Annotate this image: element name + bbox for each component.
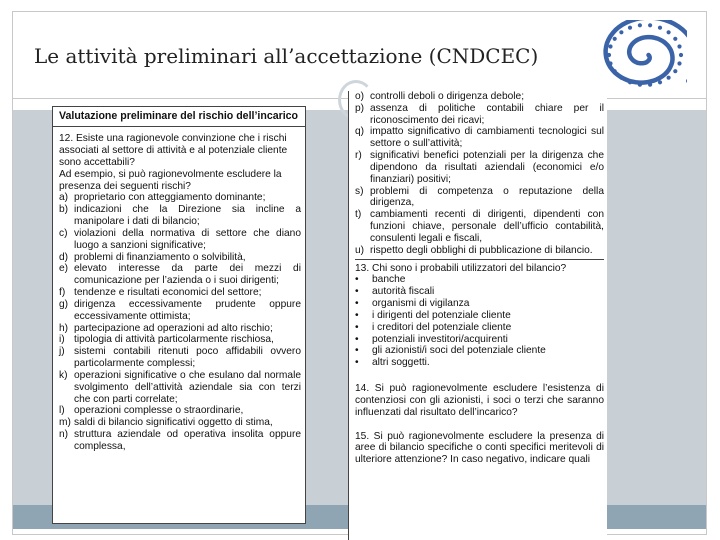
logo-dot [673, 37, 677, 41]
logo-dot [667, 30, 671, 34]
user-label: altri soggetti. [372, 357, 430, 369]
list-item [59, 204, 301, 228]
user-list-item [355, 310, 604, 322]
logo-dot [677, 61, 681, 65]
list-item [59, 252, 301, 264]
list-item [59, 287, 301, 299]
item-key: c) [59, 227, 68, 239]
item-text: rispetto degli obblighi di pubblicazione di bilancio. [370, 244, 593, 256]
user-list-item [355, 334, 604, 346]
logo-dot [638, 23, 642, 27]
item-text: dirigenza eccessivamente prudente oppure eccessivamente ottimista; [74, 298, 301, 322]
item-key: t) [355, 209, 362, 221]
item-key: p) [355, 102, 365, 114]
logo-dot [667, 76, 671, 80]
user-list-item [355, 274, 604, 286]
bullet-icon: • [355, 286, 359, 298]
list-item [355, 186, 604, 210]
question-14: 14. Si può ragionevolmente escludere l’esistenza di contenziosi con gli azionisti, i soci o terzi che saranno influenzati dal risultato dell’incarico? [355, 383, 604, 418]
logo-dot [648, 23, 652, 27]
logo-dot [677, 44, 681, 48]
users-list [355, 274, 604, 369]
item-text: problemi di finanziamento o solvibilità, [74, 251, 246, 263]
list-item [59, 192, 301, 204]
item-text: impatto significativo di cambiamenti tecnologici sul settore o sull’attività; [370, 126, 604, 150]
item-text: significativi benefici potenziali per la dirigenza che dipendono da risultati aziendali (economici e/o finanziari) positivi; [370, 150, 604, 185]
question-13-block [355, 260, 604, 369]
user-list-item [355, 298, 604, 310]
logo-dot [628, 26, 632, 30]
list-item [59, 334, 301, 346]
item-key: i) [59, 334, 65, 346]
item-key: k) [59, 369, 68, 381]
question-12: 12. Esiste una ragionevole convinzione che i rischi associati al settore di attività e al potenziale cliente sono accettabili? [59, 133, 288, 168]
risk-list-left [59, 192, 301, 452]
scanned-page-right [348, 91, 607, 540]
item-text: violazioni della normativa di settore che diano luogo a sanzioni significative; [74, 227, 301, 251]
list-item [59, 263, 301, 287]
item-key: q) [355, 126, 365, 138]
user-label: banche [372, 274, 406, 286]
user-list-item [355, 322, 604, 334]
list-item [59, 346, 301, 370]
slide-title: Le attività preliminari all’accettazione (CNDCEC) [34, 44, 539, 68]
list-item [59, 405, 301, 417]
list-item [355, 150, 604, 185]
bullet-icon: • [355, 357, 359, 369]
bullet-icon: • [355, 345, 359, 357]
question-13: 13. Chi sono i probabili utilizzatori del bilancio? [355, 262, 567, 274]
spiral-dots-logo-icon [603, 20, 687, 90]
item-text: elevato interesse da parte dei mezzi di comunicazione per l’azienda o i suoi dirigenti; [74, 263, 301, 287]
user-label: potenziali investitori/acquirenti [372, 333, 508, 345]
item-key: u) [355, 244, 365, 256]
item-text: assenza di politiche contabili chiare per il riconoscimento dei ricavi; [370, 102, 604, 126]
logo-dot [679, 53, 683, 57]
item-text: saldi di bilancio significativi oggetto di stima, [74, 417, 273, 429]
logo-dot [658, 26, 662, 30]
list-item [355, 91, 604, 103]
list-item [355, 209, 604, 244]
item-text: cambiamenti recenti di dirigenti, dipendenti con funzioni chiave, personale dell’ufficio contabilità, consulenti legali e fiscali, [370, 209, 604, 244]
scanned-page-left [52, 106, 306, 524]
user-label: organismi di vigilanza [372, 298, 470, 310]
bullet-icon: • [355, 309, 359, 321]
item-key: h) [59, 322, 69, 334]
user-label: gli azionisti/i soci del potenziale cliente [372, 345, 546, 357]
item-key: s) [355, 185, 364, 197]
question-15: 15. Si può ragionevolmente escludere la presenza di aree di bilancio specifiche o conti specifici meritevoli di ulteriore attenzione? In caso negativo, indicare quali [355, 430, 604, 466]
item-key: m) [59, 417, 71, 429]
item-text: operazioni significative o che esulano dal normale svolgimento dell’attività aziendale sia con terzi che con parti correlate; [74, 369, 301, 405]
list-item [59, 323, 301, 335]
user-list-item [355, 345, 604, 357]
item-text: partecipazione ad operazioni ad alto rischio; [74, 322, 273, 334]
user-list-item [355, 286, 604, 298]
item-text: tipologia di attività particolarmente rischiosa, [74, 334, 274, 346]
item-key: g) [59, 298, 69, 310]
user-label: autorità fiscali [372, 286, 435, 298]
item-key: a) [59, 192, 69, 204]
user-label: i creditori del potenziale cliente [372, 321, 512, 333]
section-heading: Valutazione preliminare del rischio dell’incarico [53, 110, 305, 127]
item-key: n) [59, 428, 69, 440]
list-item [355, 126, 604, 150]
item-key: e) [59, 263, 69, 275]
user-list-item [355, 357, 604, 369]
item-key: j) [59, 346, 65, 358]
list-item [355, 245, 604, 257]
logo-dot [619, 30, 623, 34]
item-key: o) [355, 91, 365, 102]
item-text: proprietario con atteggiamento dominante; [74, 192, 266, 204]
user-label: i dirigenti del potenziale cliente [372, 309, 511, 321]
logo-dot [613, 37, 617, 41]
item-key: r) [355, 150, 362, 162]
item-text: operazioni complesse o straordinarie, [74, 405, 244, 417]
logo-dot [608, 44, 612, 48]
logo-dot [673, 69, 677, 73]
item-text: struttura aziendale od operativa insolita oppure complessa, [74, 428, 301, 452]
bullet-icon: • [355, 321, 359, 333]
example-text: Ad esempio, si può ragionevolmente escludere la presenza dei seguenti rischi? [59, 168, 282, 192]
list-item [59, 417, 301, 429]
item-key: d) [59, 251, 69, 263]
item-text: sistemi contabili ritenuti poco affidabili ovvero particolarmente complessi; [74, 346, 301, 370]
list-item [355, 103, 604, 127]
item-key: f) [59, 287, 66, 299]
list-item [59, 228, 301, 252]
item-key: l) [59, 405, 65, 417]
item-text: tendenze e risultati economici del settore; [74, 287, 262, 299]
item-text: problemi di competenza o reputazione della dirigenza, [370, 185, 604, 209]
list-item [59, 299, 301, 323]
bullet-icon: • [355, 298, 359, 310]
list-item [59, 429, 301, 453]
bullet-icon: • [355, 333, 359, 345]
list-item [59, 370, 301, 405]
bullet-icon: • [355, 274, 359, 286]
risk-list-right [355, 91, 604, 260]
item-text: controlli deboli o dirigenza debole; [370, 91, 525, 102]
item-key: b) [59, 204, 69, 216]
item-text: indicazioni che la Direzione sia incline a manipolare i dati di bilancio; [74, 204, 301, 228]
